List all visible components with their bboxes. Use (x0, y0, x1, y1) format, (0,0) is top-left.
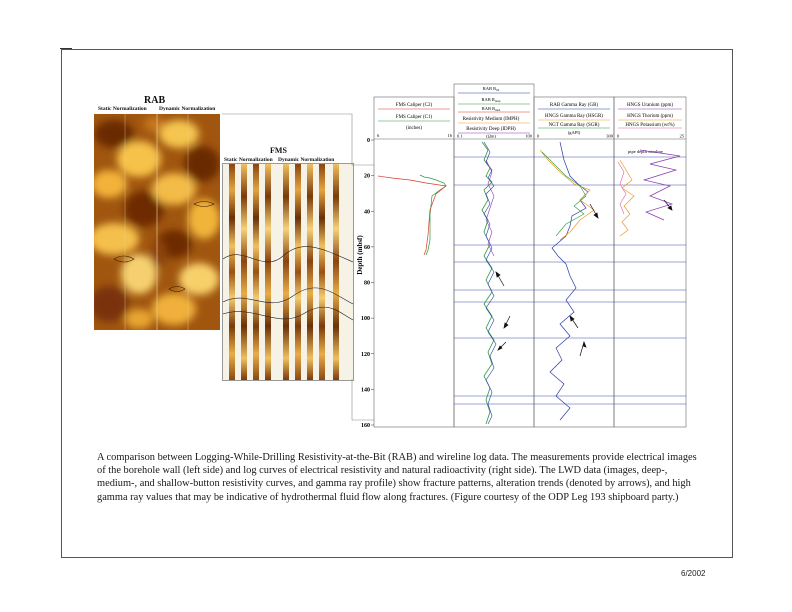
caliper-c1-curve (420, 175, 446, 255)
depth-tick-label: 80 (364, 280, 370, 287)
gamma-sgr-curve (542, 152, 586, 236)
caliper-max: 16 (447, 133, 452, 138)
log-curves (378, 142, 680, 424)
fms-static-label: Static Normalization (224, 157, 273, 163)
svg-text:RAB Rdeep (481, 97, 501, 103)
depth-tick-label: 100 (361, 316, 370, 323)
uranium-label: HNGS Uranium (ppm) (626, 103, 674, 108)
caliper-track (374, 97, 454, 427)
date-stamp: 6/2002 (681, 569, 706, 578)
rab-static-label: Static Normalization (98, 106, 147, 112)
resistivity-min: 0.1 (457, 133, 463, 139)
depth-tick-label: 120 (361, 351, 370, 358)
idph-label: Resistivity Deep (IDPH) (466, 127, 516, 132)
gr-label: RAB Gamma Ray (GR) (549, 103, 599, 108)
thorium-label: HNGS Thorium (ppm) (627, 114, 673, 119)
hngs-min: 0 (617, 133, 620, 139)
alteration-arrows (496, 200, 672, 356)
depth-tick-label: 40 (364, 209, 370, 216)
potassium-label: HNGS Potassium (wt%) (625, 123, 675, 128)
depth-tick-label: 20 (364, 173, 370, 180)
depth-axis-label: Depth (mbsf) (356, 235, 364, 275)
gamma-units: (gAPI) (567, 130, 581, 135)
depth-ticks (361, 138, 374, 429)
fms-title: FMS (270, 146, 287, 155)
fracture-lines (454, 157, 686, 404)
figure-caption: A comparison between Logging-While-Drilling Resistivity-at-the-Bit (RAB) and wireline log data. The measurements provide electrical images of the borehole wall (left side) and log curves of electrical resistivity and natural radioactivity (right side). The LWD data (images, deep-, medium-, and shallow-button resistivity curves, and gamma ray profile) show fracture patterns, alteration trends (denoted by arrows), and high gamma ray values that may be indicative of hydrothermal fluid flow along fractures. (Figure courtesy of the ODP Leg 193 shipboard party.) (97, 452, 697, 503)
depth-tick-label: 0 (367, 138, 370, 144)
rab-rdeep-sub: deep (494, 99, 501, 103)
hngs-max: 25 (679, 133, 684, 139)
gamma-hsgr-curve (540, 150, 594, 240)
rab-rbit-label: RAB R (482, 86, 497, 91)
thorium-curve (620, 160, 634, 236)
svg-text:RAB Rmed (482, 106, 501, 112)
caliper-c2-label: FMS Caliper (C2) (395, 103, 433, 108)
resistivity-max: 100 (525, 133, 532, 139)
resistivity-units: (Ωm) (486, 133, 496, 139)
svg-text:RAB Rbit (483, 86, 500, 92)
caliper-c1-label: FMS Caliper (C1) (395, 115, 433, 120)
depth-tick-label: 60 (364, 244, 370, 251)
rab-rmed-sub: med (495, 108, 501, 112)
gamma-max: 300 (606, 133, 613, 139)
caliper-c2-curve (378, 176, 446, 255)
rab-rdeep-label: RAB R (481, 97, 495, 102)
rab-title: RAB (144, 95, 166, 106)
hsgr-label: HNGS Gamma Ray (HSGR) (545, 114, 603, 119)
rab-rbit-sub: bit (496, 88, 500, 92)
rab-rmed-label: RAB R (481, 106, 496, 111)
rab-dynamic-label: Dynamic Normalization (159, 106, 216, 112)
sgr-label: NGT Gamma Ray (SGR) (548, 123, 600, 128)
caliper-units: (inches) (405, 126, 423, 131)
imph-label: Resistivity Medium (IMPH) (462, 117, 520, 122)
gamma-gr-curve (550, 142, 588, 420)
caliper-min: 6 (377, 133, 380, 138)
depth-tick-label: 160 (361, 423, 370, 429)
gamma-min: 0 (537, 133, 540, 139)
pipe-depth-annotation: pipe depth wireline (628, 149, 663, 154)
fms-dynamic-label: Dynamic Normalization (278, 157, 335, 163)
depth-tick-label: 140 (361, 387, 370, 394)
